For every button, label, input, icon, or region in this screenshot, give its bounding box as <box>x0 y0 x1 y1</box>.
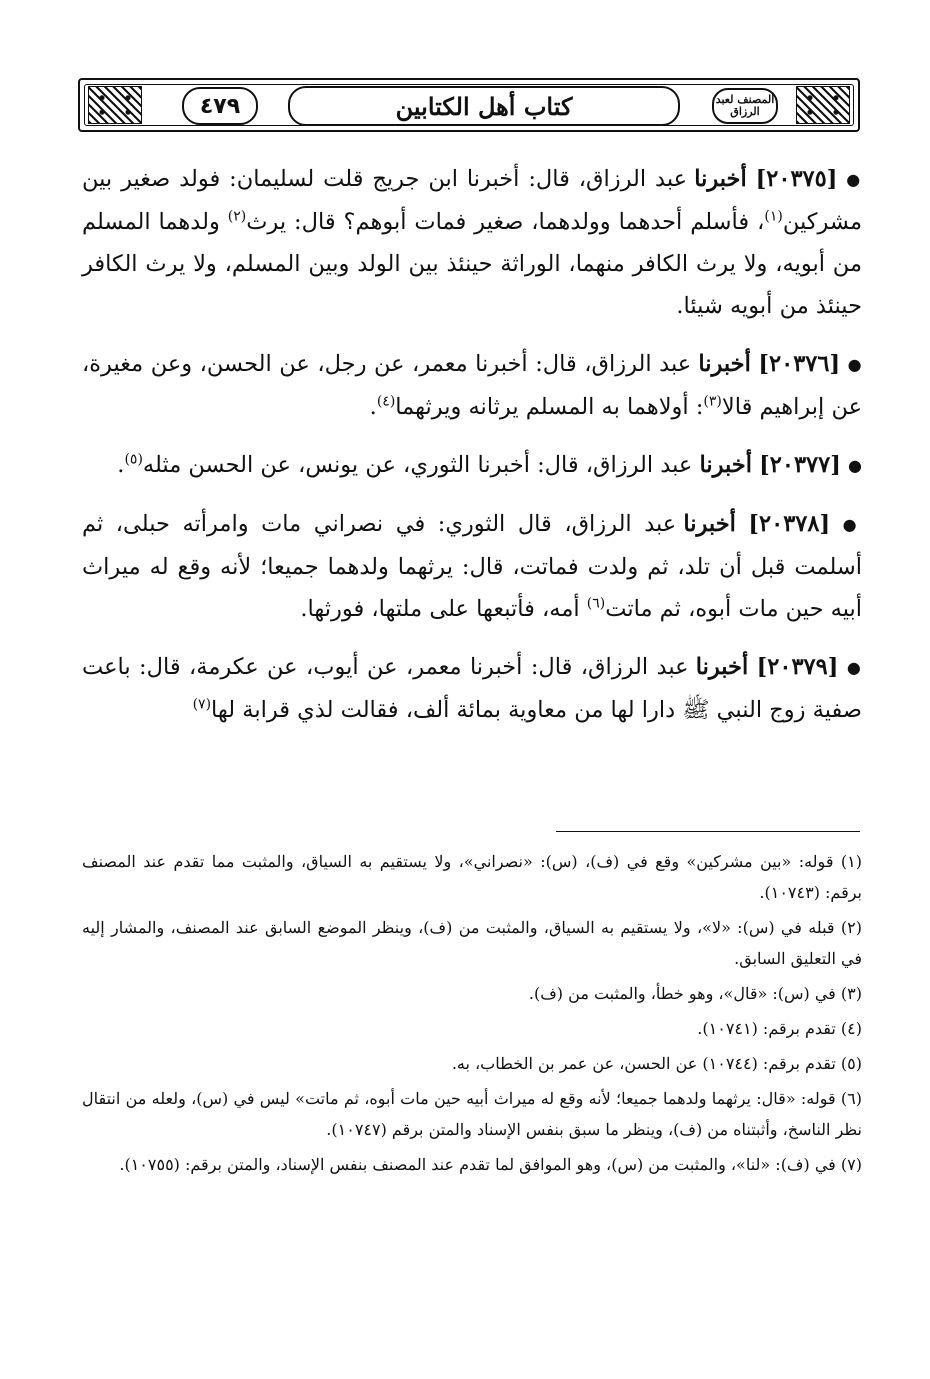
series-logo: المصنف لعبد الرزاق <box>712 88 778 124</box>
hadith-akhbarana: أخبرنا <box>683 511 736 537</box>
footnotes <box>82 846 862 1184</box>
hadith-text: . <box>117 452 125 478</box>
hadith-text: أمه، فأتبعها على ملتها، فورثها. <box>300 596 587 622</box>
bullet-icon: ● <box>846 170 863 189</box>
hadith-number: [٢٠٣٧٩] <box>756 654 839 680</box>
footnote-ref[interactable]: (٦) <box>586 595 606 612</box>
hadith-text: ولدهما المسلم من أبويه، ولا يرث الكافر منهما، الوراثة حينئذ بين الولد وبين المسلم، ولا يرث الكافر حينئذ من أبويه شيئا. <box>82 209 862 319</box>
hadith-text: عبد الرزاق، قال: أخبرنا ابن جريج قلت لسليمان: فولد صغير بين مشركين <box>82 166 862 235</box>
page-header <box>78 78 860 132</box>
hadith-text: عبد الرزاق، قال الثوري: في نصراني مات وامرأته حبلى، ثم أسلمت قبل أن تلد، ثم ولدت فماتت، قال: يرثهما ولدهما جميعا؛ لأنه وقع له ميراث أبيه حين مات أبوه، ثم ماتت <box>82 511 862 622</box>
footnote-ref[interactable]: (٢) <box>227 208 247 225</box>
bullet-icon: ● <box>842 515 863 534</box>
hadith-entry <box>82 444 862 487</box>
footnote-item: (٤) تقدم برقم: (١٠٧٤١). <box>697 1019 862 1038</box>
page-number: ٤٧٩ <box>182 87 258 125</box>
bullet-icon: ● <box>847 355 863 374</box>
book-title: كتاب أهل الكتابين <box>288 86 680 126</box>
footnote-ref[interactable]: (١) <box>764 208 783 225</box>
bullet-icon: ● <box>848 456 862 475</box>
hadith-number: [٢٠٣٧٦] <box>758 351 841 377</box>
hadith-number: [٢٠٣٧٥] <box>755 166 838 192</box>
footnote-item: (٣) في (س): «قال»، وهو خطأ، والمثبت من (ف). <box>528 984 862 1003</box>
hadith-number: [٢٠٣٧٧] <box>759 452 841 478</box>
bullet-icon: ● <box>846 658 863 677</box>
footnote-item: (٥) تقدم برقم: (١٠٧٤٤) عن الحسن، عن عمر بن الخطاب، به. <box>451 1054 862 1073</box>
hadith-entry <box>82 343 862 428</box>
hadith-text: : أولاهما به المسلم يرثانه ويرثهما <box>395 394 704 420</box>
footnote-item: (٧) في (ف): «لنا»، والمثبت من (س)، وهو الموافق لما تقدم عند المصنف بنفس الإسناد، والمتن برقم: (١٠٧٥٥). <box>119 1155 862 1174</box>
hadith-entry <box>82 158 862 327</box>
footnote-item: (٦) قوله: «قال: يرثهما ولدهما جميعا؛ لأنه وقع له ميراث أبيه حين مات أبوه، ثم ماتت» ليس في (س)، ولعله من انتقال نظر الناسخ، وأثبتناه من (ف)، وينظر ما سبق بنفس الإسناد والمتن برقم (١٠٧٤٧). <box>82 1089 862 1139</box>
hadith-entry <box>82 503 862 630</box>
hadith-text: عبد الرزاق، قال: أخبرنا الثوري، عن يونس، عن الحسن مثله <box>142 452 700 478</box>
footnote-item: (٢) قبله في (س): «لا»، ولا يستقيم به السياق، والمثبت من (ف)، وينظر الموضع السابق عند المصنف، والمشار إليه في التعليق السابق. <box>82 918 862 968</box>
footnote-ref[interactable]: (٧) <box>192 696 212 713</box>
hadith-number: [٢٠٣٧٨] <box>748 511 831 537</box>
footnote-item: (١) قوله: «بين مشركين» وقع في (ف)، (س): «نصراني»، ولا يستقيم به السياق، والمثبت مما تقدم عند المصنف برقم: (١٠٧٤٣). <box>82 852 862 902</box>
footnote-ref[interactable]: (٣) <box>703 393 722 410</box>
footnote-divider <box>556 831 860 832</box>
hadith-akhbarana: أخبرنا <box>698 351 751 377</box>
ornament-left-icon <box>88 86 142 124</box>
hadith-akhbarana: أخبرنا <box>695 654 749 680</box>
hadith-akhbarana: أخبرنا <box>699 452 752 478</box>
main-text <box>82 158 862 747</box>
hadith-text: ، فأسلم أحدهما وولدهما، صغير فمات أبوهم؟ قال: يرث <box>246 209 765 235</box>
footnote-ref[interactable]: (٥) <box>124 451 143 468</box>
hadith-akhbarana: أخبرنا <box>694 166 747 192</box>
footnote-ref[interactable]: (٤) <box>376 393 396 410</box>
hadith-text: . <box>369 394 377 420</box>
hadith-entry <box>82 646 862 731</box>
hadith-text: عبد الرزاق، قال: أخبرنا معمر، عن أيوب، عن عكرمة، قال: باعت صفية زوج النبي ﷺ دارا لها من معاوية بمائة ألف، فقالت لذي قرابة لها <box>82 654 862 723</box>
hadith-text: عبد الرزاق، قال: أخبرنا معمر، عن رجل، عن الحسن، وعن مغيرة، عن إبراهيم قالا <box>82 351 862 420</box>
ornament-right-icon <box>796 86 850 124</box>
